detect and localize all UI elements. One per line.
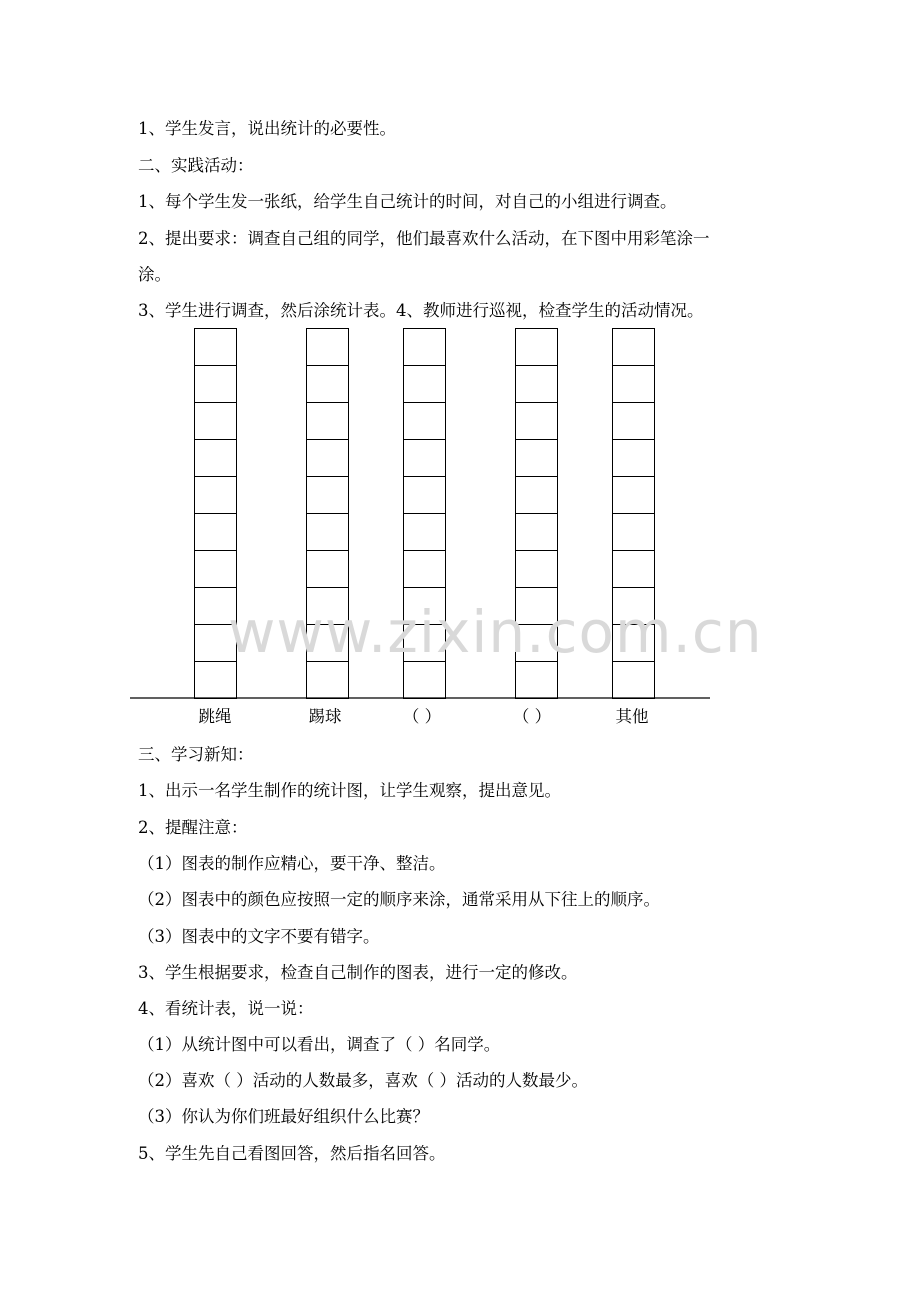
tally-cell[interactable] xyxy=(307,514,349,551)
tally-cell[interactable] xyxy=(404,329,446,366)
tally-cell[interactable] xyxy=(307,551,349,588)
category-label: 跳绳 xyxy=(198,707,232,726)
tally-cell[interactable] xyxy=(613,403,655,440)
category-label: 踢球 xyxy=(308,707,342,726)
tally-cell[interactable] xyxy=(307,477,349,514)
tally-cell[interactable] xyxy=(195,551,237,588)
tally-cell[interactable] xyxy=(516,551,558,588)
category-label: 其他 xyxy=(615,707,649,726)
watermark: www.zixin.com.cn xyxy=(228,598,763,666)
tally-cell[interactable] xyxy=(195,440,237,477)
tally-cell[interactable] xyxy=(404,477,446,514)
tally-cell[interactable] xyxy=(516,366,558,403)
text-line: （3）图表中的文字不要有错字。 xyxy=(138,927,380,946)
tally-cell[interactable] xyxy=(516,440,558,477)
text-line: 2、提出要求：调查自己组的同学，他们最喜欢什么活动，在下图中用彩笔涂一 xyxy=(138,229,710,248)
tally-cell[interactable] xyxy=(404,551,446,588)
tally-cell[interactable] xyxy=(195,662,237,699)
text-line: （1）图表的制作应精心，要干净、整洁。 xyxy=(138,854,446,873)
tally-cell[interactable] xyxy=(613,551,655,588)
tally-cell[interactable] xyxy=(195,329,237,366)
tally-cell[interactable] xyxy=(195,366,237,403)
text-line: 3、学生根据要求，检查自己制作的图表，进行一定的修改。 xyxy=(138,963,578,982)
tally-cell[interactable] xyxy=(307,440,349,477)
text-line: 3、学生进行调查，然后涂统计表。4、教师进行巡视，检查学生的活动情况。 xyxy=(138,301,704,320)
tally-cell[interactable] xyxy=(404,440,446,477)
tally-cell[interactable] xyxy=(516,403,558,440)
section-heading: 二、实践活动： xyxy=(138,156,254,175)
category-label: （ ） xyxy=(512,707,552,726)
section-heading: 三、学习新知： xyxy=(138,745,254,764)
tally-cell[interactable] xyxy=(516,477,558,514)
tally-cell[interactable] xyxy=(613,440,655,477)
text-line: （2）喜欢（ ）活动的人数最多，喜欢（ ）活动的人数最少。 xyxy=(138,1071,588,1090)
text-line: 1、学生发言，说出统计的必要性。 xyxy=(138,119,396,138)
text-line: 1、出示一名学生制作的统计图，让学生观察，提出意见。 xyxy=(138,781,561,800)
text-line: （2）图表中的颜色应按照一定的顺序来涂，通常采用从下往上的顺序。 xyxy=(138,890,660,909)
tally-cell[interactable] xyxy=(516,662,558,699)
text-line: 4、看统计表，说一说： xyxy=(138,999,314,1018)
text-line: 2、提醒注意： xyxy=(138,818,248,837)
tally-cell[interactable] xyxy=(613,514,655,551)
tally-cell[interactable] xyxy=(307,329,349,366)
tally-cell[interactable] xyxy=(613,477,655,514)
text-line: （1）从统计图中可以看出，调查了（ ）名同学。 xyxy=(138,1035,501,1054)
tally-cell[interactable] xyxy=(404,514,446,551)
tally-cell[interactable] xyxy=(613,329,655,366)
tally-cell[interactable] xyxy=(195,477,237,514)
tally-cell[interactable] xyxy=(195,403,237,440)
tally-cell[interactable] xyxy=(307,662,349,699)
tally-cell[interactable] xyxy=(516,329,558,366)
text-line: 1、每个学生发一张纸，给学生自己统计的时间，对自己的小组进行调查。 xyxy=(138,192,677,211)
tally-cell[interactable] xyxy=(307,366,349,403)
tally-cell[interactable] xyxy=(613,662,655,699)
tally-cell[interactable] xyxy=(516,514,558,551)
text-line: 5、学生先自己看图回答，然后指名回答。 xyxy=(138,1144,446,1163)
category-label: （ ） xyxy=(402,707,442,726)
text-line: （3）你认为你们班最好组织什么比赛？ xyxy=(138,1107,429,1126)
tally-cell[interactable] xyxy=(404,366,446,403)
tally-cell[interactable] xyxy=(195,514,237,551)
tally-cell[interactable] xyxy=(404,662,446,699)
text-line: 涂。 xyxy=(138,265,171,284)
tally-cell[interactable] xyxy=(613,366,655,403)
tally-cell[interactable] xyxy=(404,403,446,440)
tally-cell[interactable] xyxy=(307,403,349,440)
